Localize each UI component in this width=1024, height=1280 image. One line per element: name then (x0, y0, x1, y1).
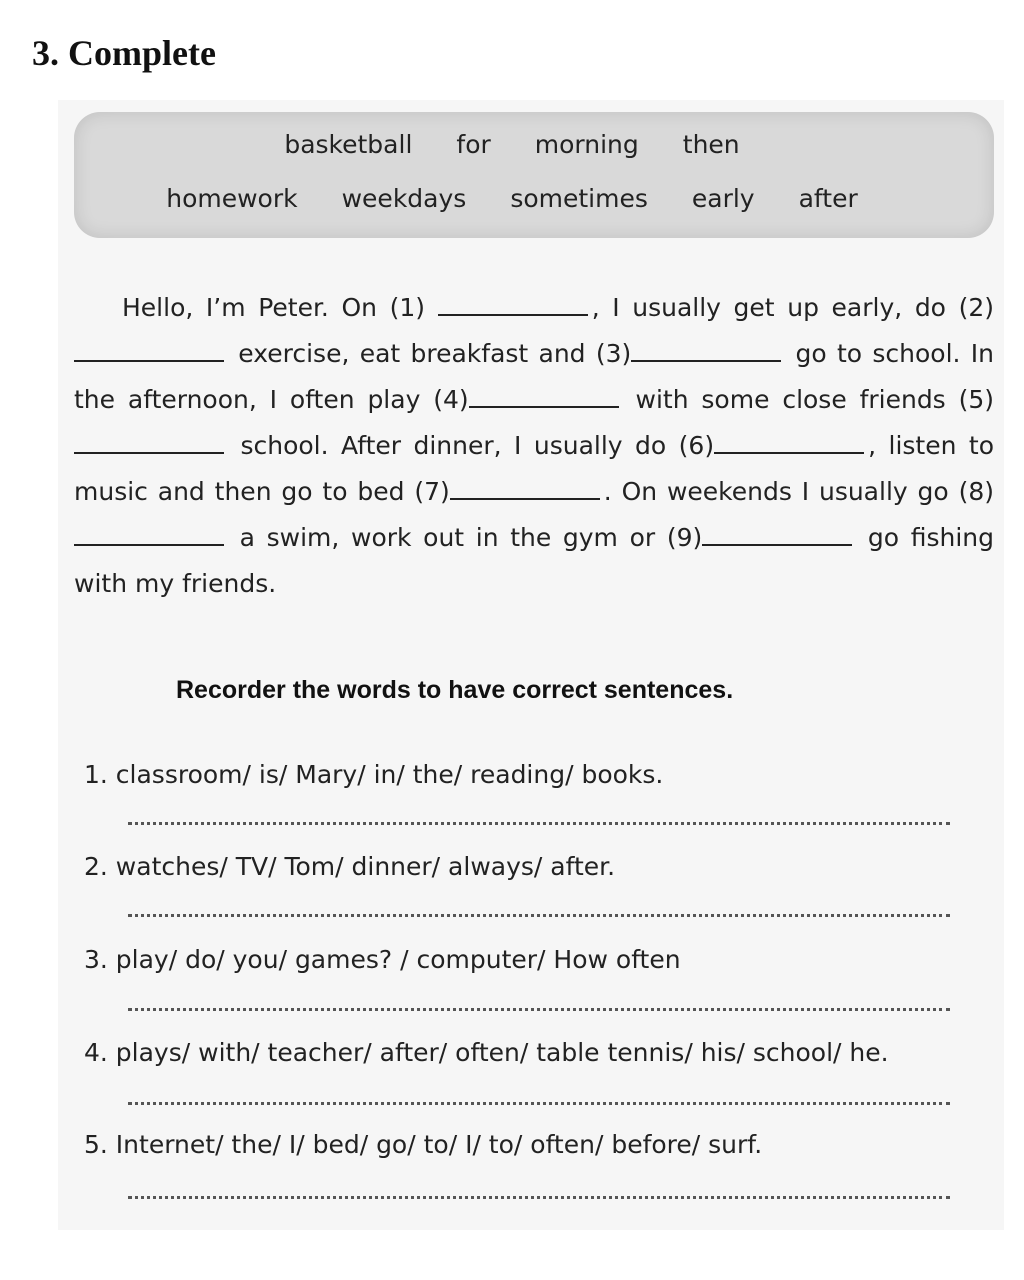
passage-text: go fishing with my friends. (74, 523, 994, 598)
answer-line-1[interactable] (128, 822, 950, 825)
answer-blank-3[interactable] (631, 340, 781, 362)
passage-text: , I usually get up early, do (591, 293, 959, 322)
gap-number: (1) (389, 293, 426, 322)
gap-number: (2) (958, 293, 995, 322)
answer-blank-1[interactable] (438, 294, 588, 316)
reorder-section-title: Recorder the words to have correct sentences. (176, 676, 734, 704)
gap-number: (7) (414, 477, 450, 506)
answer-line-3[interactable] (128, 1008, 950, 1011)
answer-blank-2[interactable] (74, 340, 224, 362)
exercise-title: 3. Complete (32, 33, 216, 73)
passage-text: a swim, work out in the gym or (228, 523, 667, 552)
answer-line-5[interactable] (128, 1196, 950, 1199)
answer-blank-8[interactable] (74, 524, 224, 546)
word-bank-word: early (691, 184, 755, 213)
reorder-item-4: 4. plays/ with/ teacher/ after/ often/ table tennis/ his/ school/ he. (84, 1038, 889, 1067)
answer-blank-6[interactable] (714, 432, 864, 454)
gap-number: (3) (595, 339, 632, 368)
answer-blank-4[interactable] (469, 386, 619, 408)
passage-text: school. After dinner, I usually do (228, 431, 679, 460)
gap-number: (5) (958, 385, 994, 414)
word-bank-word: morning (534, 130, 639, 159)
word-bank-word: for (456, 130, 491, 159)
answer-line-4[interactable] (128, 1102, 950, 1105)
gap-number: (4) (433, 385, 469, 414)
word-bank-word: then (682, 130, 740, 159)
gap-fill-passage (74, 285, 994, 607)
word-bank-word: after (798, 184, 858, 213)
word-bank-word: sometimes (510, 184, 648, 213)
gap-number: (6) (678, 431, 715, 460)
answer-blank-9[interactable] (702, 524, 852, 546)
gap-number: (9) (666, 523, 703, 552)
passage-text: exercise, eat breakfast and (228, 339, 596, 368)
answer-blank-7[interactable] (450, 478, 600, 500)
reorder-item-3: 3. play/ do/ you/ games? / computer/ How often (84, 945, 681, 974)
answer-blank-5[interactable] (74, 432, 224, 454)
passage-text: , listen to music and then go to bed (74, 431, 994, 506)
passage-text: with some close friends (622, 385, 959, 414)
gap-number: (8) (958, 477, 994, 506)
word-bank-word: weekdays (341, 184, 467, 213)
passage-text: . On weekends I usually go (603, 477, 959, 506)
answer-line-2[interactable] (128, 914, 950, 917)
word-bank-row-1 (0, 130, 1024, 159)
reorder-item-2: 2. watches/ TV/ Tom/ dinner/ always/ after. (84, 852, 616, 881)
reorder-item-1: 1. classroom/ is/ Mary/ in/ the/ reading/ books. (84, 760, 664, 789)
word-bank-word: homework (166, 184, 298, 213)
word-bank-word: basketball (284, 130, 413, 159)
reorder-item-5: 5. Internet/ the/ I/ bed/ go/ to/ I/ to/ often/ before/ surf. (84, 1130, 763, 1159)
word-bank-row-2 (0, 184, 1024, 213)
passage-text: Hello, I’m Peter. On (122, 293, 390, 322)
passage-text: go to school. In the afternoon, I often play (74, 339, 994, 414)
